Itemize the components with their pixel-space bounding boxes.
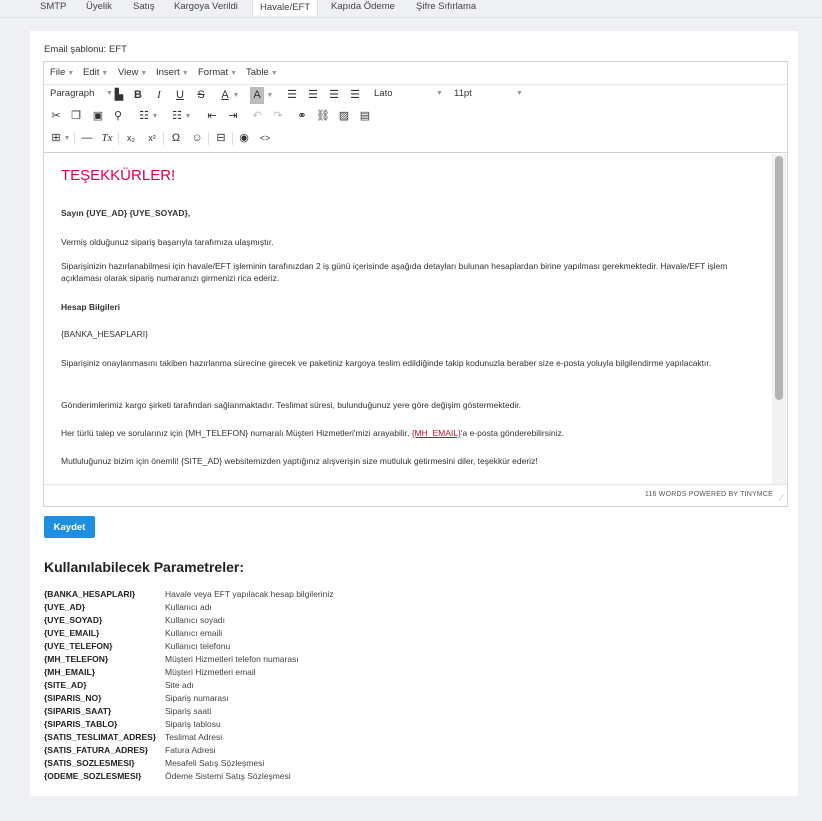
table-icon[interactable]: ⊞ xyxy=(51,132,61,144)
menu-view-label: View xyxy=(118,67,139,78)
menu-insert-label: Insert xyxy=(156,67,180,78)
tab-sifre-sifirlama[interactable]: Şifre Sıfırlama xyxy=(416,1,477,12)
param-desc: Müşteri Hizmetleri email xyxy=(165,667,256,677)
toolbar-separator xyxy=(74,132,75,145)
param-key: {UYE_TELEFON} xyxy=(44,641,113,651)
format-painter-icon[interactable]: ▙ xyxy=(114,89,124,101)
underline-icon[interactable]: U xyxy=(176,89,184,101)
font-family-select[interactable] xyxy=(374,88,446,99)
content-bank-param: {BANKA_HESAPLARI} xyxy=(61,329,148,339)
toolbar-separator xyxy=(163,132,164,145)
param-desc: Mesafeli Satış Sözleşmesi xyxy=(165,758,265,768)
word-count: 116 WORDS POWERED BY TINYMCE xyxy=(644,491,773,498)
param-desc: Kullanıcı soyadı xyxy=(165,615,226,625)
emoticons-icon[interactable]: ☺ xyxy=(191,132,203,144)
content-p5-text: Her türlü talep ve sorularınız için {MH_TELEFON} numaralı Müşteri Hizmetleri'mizi arayabilir, xyxy=(61,428,412,438)
chevron-down-icon: ▼ xyxy=(436,90,443,97)
bold-icon[interactable]: B xyxy=(134,89,142,101)
special-character-icon[interactable]: Ω xyxy=(171,132,181,144)
content-bank-title: Hesap Bilgileri xyxy=(61,302,121,312)
params-title: Kullanılabilecek Parametreler: xyxy=(44,559,244,575)
search-replace-icon[interactable]: ⚲ xyxy=(113,110,123,122)
copy-icon[interactable]: ❐ xyxy=(71,110,81,122)
param-desc: Kullanıcı telefonu xyxy=(165,641,231,651)
param-desc: Sipariş numarası xyxy=(165,693,229,703)
tab-havale-eft[interactable]: Havale/EFT xyxy=(252,0,318,16)
content-paragraph-3: Siparişiniz onaylanmasını takiben hazırlanma sürecine girecek ve paketiniz kargoya teslim edildiğinde takip kodunuzla beraber size e-posta yoluyla bilgilendirme yapılacaktır. xyxy=(61,358,712,368)
italic-icon[interactable]: I xyxy=(157,89,161,101)
toolbar-row-2 xyxy=(44,106,787,127)
content-paragraph-5 xyxy=(61,427,761,439)
paste-icon[interactable]: ▣ xyxy=(92,110,104,122)
menu-format[interactable] xyxy=(198,67,237,78)
content-paragraph-2: Siparişinizin hazırlanabilmesi için havale/EFT işleminin tarafınızdan 2 iş günü içerisinde aşağıda detayları bulunan hesaplardan birine yapılması gerekmektedir. Havale/EFT işlem açıklaması olarak sipariş numaranızı girmenizi rica ederiz. xyxy=(61,261,728,283)
align-right-icon[interactable]: ☰ xyxy=(329,89,339,101)
chevron-down-icon[interactable]: ▼ xyxy=(151,113,159,120)
toolbar-row-1 xyxy=(44,85,787,106)
param-desc: Sipariş tablosu xyxy=(165,719,221,729)
align-justify-icon[interactable]: ☰ xyxy=(350,89,360,101)
param-key: {SATIS_SOZLESMESI} xyxy=(44,758,135,768)
menu-table[interactable] xyxy=(246,67,278,78)
superscript-icon[interactable]: x² xyxy=(148,133,156,143)
block-format-select[interactable] xyxy=(50,88,120,99)
toolbar-separator xyxy=(208,132,209,145)
strikethrough-icon[interactable]: S xyxy=(197,89,205,101)
chevron-down-icon[interactable]: ▼ xyxy=(184,113,192,120)
redo-icon[interactable]: ↷ xyxy=(273,110,283,122)
rich-text-editor xyxy=(43,61,788,507)
font-family-value: Lato xyxy=(374,88,393,99)
param-key: {SIPARIS_TABLO} xyxy=(44,719,118,729)
menu-edit[interactable] xyxy=(83,67,108,78)
indent-icon[interactable]: ⇥ xyxy=(228,110,238,122)
menu-view[interactable] xyxy=(118,67,147,78)
menu-edit-label: Edit xyxy=(83,67,100,78)
editor-menubar xyxy=(44,62,787,85)
chevron-down-icon: ▼ xyxy=(230,70,238,77)
template-label: Email şablonu: EFT xyxy=(44,44,127,55)
save-button[interactable]: Kaydet xyxy=(44,516,95,538)
param-key: {MH_TELEFON} xyxy=(44,654,109,664)
tab-kargoya-verildi[interactable]: Kargoya Verildi xyxy=(174,1,238,12)
chevron-down-icon[interactable]: ▼ xyxy=(266,92,274,99)
param-key: {UYE_AD} xyxy=(44,602,86,612)
param-key: {BANKA_HESAPLARI} xyxy=(44,589,136,599)
param-key: {SITE_AD} xyxy=(44,680,87,690)
param-desc: Müşteri Hizmetleri telefon numarası xyxy=(165,654,299,664)
chevron-down-icon: ▼ xyxy=(101,70,109,77)
chevron-down-icon[interactable]: ▼ xyxy=(232,92,240,99)
param-desc: Havale veya EFT yapılacak hesap bilgileriniz xyxy=(165,589,334,599)
chevron-down-icon: ▼ xyxy=(140,70,148,77)
link-icon[interactable]: ⚭ xyxy=(297,110,307,122)
undo-icon[interactable]: ↶ xyxy=(252,110,262,122)
align-center-icon[interactable]: ☰ xyxy=(308,89,318,101)
menu-insert[interactable] xyxy=(156,67,189,78)
param-desc: Sipariş saati xyxy=(165,706,212,716)
param-desc: Site adı xyxy=(165,680,194,690)
numbered-list-icon[interactable]: ☷ xyxy=(172,110,182,122)
chevron-down-icon: ▼ xyxy=(106,90,113,97)
param-desc: Ödeme Sistemi Satış Sözleşmesi xyxy=(165,771,291,781)
param-key: {SATIS_FATURA_ADRES} xyxy=(44,745,149,755)
menu-file-label: File xyxy=(50,67,66,78)
menu-format-label: Format xyxy=(198,67,229,78)
source-code-icon[interactable]: <> xyxy=(259,133,271,143)
tab-bar xyxy=(0,0,822,18)
chevron-down-icon: ▼ xyxy=(516,90,523,97)
chevron-down-icon[interactable]: ▼ xyxy=(63,135,71,142)
tab-satis[interactable]: Satış xyxy=(133,1,155,12)
content-paragraph-4: Gönderimlerimiz kargo şirketi tarafından sağlanmaktadır. Teslimat süresi, bulunduğunuz yere göre değişim göstermektedir. xyxy=(61,400,522,410)
chevron-down-icon: ▼ xyxy=(67,70,75,77)
content-greeting: Sayın {UYE_AD} {UYE_SOYAD}, xyxy=(61,208,191,218)
content-p5-tail: 'a e-posta gönderebilirsiniz. xyxy=(460,428,565,438)
param-key: {SATIS_TESLIMAT_ADRES} xyxy=(44,732,157,742)
image-icon[interactable]: ▨ xyxy=(338,110,350,122)
editor-content[interactable] xyxy=(44,152,787,485)
param-desc: Kullanıcı emaili xyxy=(165,628,223,638)
resize-handle-icon[interactable]: ⟋ xyxy=(778,494,784,503)
editor-statusbar xyxy=(44,484,787,506)
text-color-icon[interactable]: A xyxy=(221,89,229,101)
menu-table-label: Table xyxy=(246,67,269,78)
toolbar-separator xyxy=(232,132,233,145)
cut-icon[interactable]: ✂ xyxy=(51,110,61,122)
media-icon[interactable]: ▤ xyxy=(359,110,371,122)
tab-uyelik[interactable]: Üyelik xyxy=(86,1,112,12)
background-color-icon[interactable]: A xyxy=(250,87,264,104)
param-key: {ODEME_SOZLESMESI} xyxy=(44,771,142,781)
param-key: {UYE_EMAIL} xyxy=(44,628,100,638)
tab-smtp[interactable]: SMTP xyxy=(40,1,67,12)
font-size-value: 11pt xyxy=(454,88,472,99)
horizontal-rule-icon[interactable]: — xyxy=(81,132,93,144)
menu-file[interactable] xyxy=(50,67,74,78)
param-desc: Kullanıcı adı xyxy=(165,602,212,612)
clear-formatting-icon[interactable]: Tx xyxy=(101,132,113,144)
toolbar-row-3 xyxy=(44,128,787,149)
font-size-select[interactable] xyxy=(454,88,526,99)
param-key: {SIPARIS_SAAT} xyxy=(44,706,112,716)
param-key: {SIPARIS_NO} xyxy=(44,693,102,703)
chevron-down-icon: ▼ xyxy=(270,70,278,77)
page-break-icon[interactable]: ⊟ xyxy=(216,132,226,144)
content-paragraph-6: Mutluluğunuz bizim için önemli! {SITE_AD} websitemizden yaptığınız alışverişin size mutluluk getirmesini diler, teşekkür ederiz! xyxy=(61,456,538,466)
block-format-value: Paragraph xyxy=(50,88,95,99)
content-email-link[interactable]: {MH_EMAIL} xyxy=(411,428,461,438)
content-paragraph-1: Vermiş olduğunuz sipariş başarıyla tarafımıza ulaşmıştır. xyxy=(61,237,274,247)
param-key: {UYE_SOYAD} xyxy=(44,615,103,625)
preview-icon[interactable]: ◉ xyxy=(239,132,249,144)
param-desc: Fatura Adresi xyxy=(165,745,216,755)
param-desc: Teslimat Adresi xyxy=(165,732,223,742)
param-key: {MH_EMAIL} xyxy=(44,667,96,677)
unlink-icon[interactable]: ⛓ xyxy=(316,110,330,122)
outdent-icon[interactable]: ⇤ xyxy=(207,110,217,122)
scrollbar-thumb[interactable] xyxy=(775,156,783,400)
subscript-icon[interactable]: x₂ xyxy=(127,133,135,143)
content-heading: TEŞEKKÜRLER! xyxy=(61,167,176,184)
chevron-down-icon: ▼ xyxy=(181,70,189,77)
tab-kapida-odeme[interactable]: Kapıda Ödeme xyxy=(331,1,395,12)
align-left-icon[interactable]: ☰ xyxy=(287,89,297,101)
toolbar-separator xyxy=(118,132,119,145)
bullet-list-icon[interactable]: ☷ xyxy=(139,110,149,122)
